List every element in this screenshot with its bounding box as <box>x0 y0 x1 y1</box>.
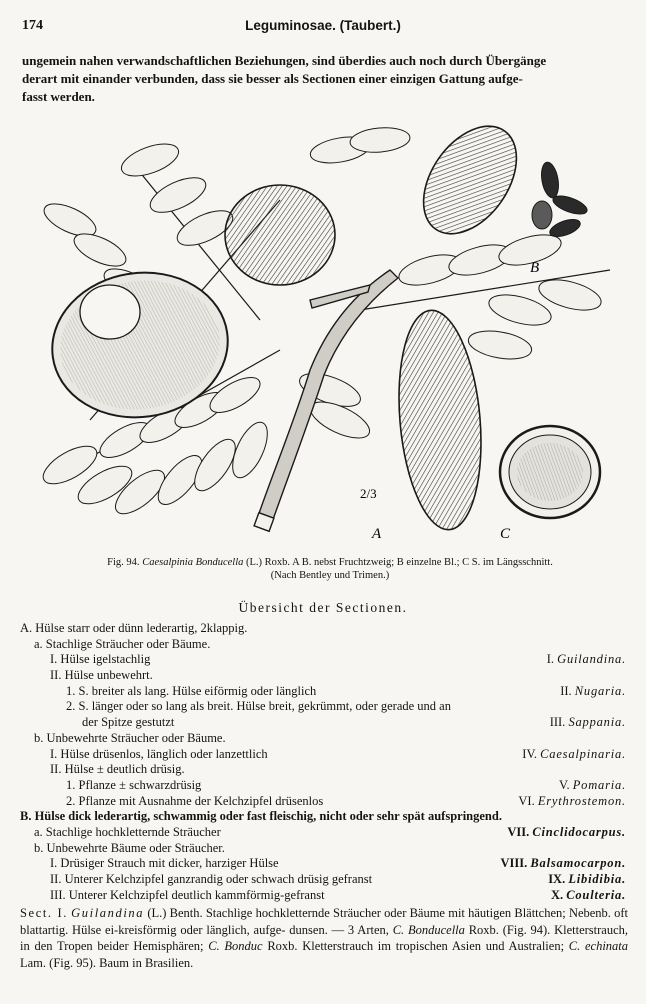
key-row-text: a. Stachlige Sträucher oder Bäume. <box>34 636 211 651</box>
key-row-result <box>522 747 626 763</box>
caption-source: (Nach Bentley und Trimen.) <box>270 570 390 581</box>
section-number: VII. <box>507 824 530 839</box>
intro-line: ungemein nahen verwandschaftlichen Beziehungen, sind überdies auch noch durch Übergänge <box>22 53 547 68</box>
key-row <box>20 747 628 763</box>
section-name: Sappania. <box>568 715 626 730</box>
pod-round <box>225 185 335 285</box>
key-row-text: I. Hülse drüsenlos, länglich oder lanzettlich <box>50 746 268 761</box>
sect-text: dunsen. — 3 Arten, <box>289 922 389 937</box>
key-row-result <box>518 794 626 810</box>
key-row <box>20 652 628 668</box>
seed-section-c <box>500 426 600 518</box>
section-name: Nugaria. <box>574 683 626 698</box>
section-name: Libidibia. <box>568 872 626 886</box>
key-row-text: III. Unterer Kelchzipfel deutlich kammförmig-gefranst <box>50 887 325 902</box>
section-number: II. <box>560 683 572 698</box>
key-row <box>20 637 628 653</box>
key-row-text: A. Hülse starr oder dünn lederartig, 2klappig. <box>20 621 248 635</box>
sect-text: (L.) Benth. Stachlige hochkletternde Sträucher oder Bäume <box>147 906 445 920</box>
species-ref: C. echinata <box>568 939 629 953</box>
label-c: C <box>500 526 511 542</box>
intro-line: derart mit einander verbunden, dass sie besser als Sectionen einer einzigen Gattung aufge- <box>22 71 523 86</box>
key-row <box>20 668 628 684</box>
key-row <box>20 762 628 778</box>
key-row <box>20 841 628 857</box>
key-row-text: II. Hülse ± deutlich drüsig. <box>50 762 185 777</box>
section-number: III. <box>549 715 566 730</box>
key-row-text: II. Unterer Kelchzipfel ganzrandig oder schwach drüsig gefranst <box>50 872 373 886</box>
flower-b <box>532 161 589 240</box>
section-number: X. <box>550 887 564 902</box>
section-name: Caesalpinaria. <box>540 746 626 761</box>
running-header <box>22 18 624 38</box>
section-key <box>20 621 628 903</box>
sect-label: Sect. I. <box>20 906 68 920</box>
section-number: I. <box>546 652 554 667</box>
section-one-paragraph <box>20 905 628 971</box>
sect-text: Roxb. Kletterstrauch im tropischen Asien und Australien; <box>267 939 565 953</box>
key-row <box>20 621 628 637</box>
section-name: Pomaria. <box>572 777 626 792</box>
key-row <box>20 699 628 715</box>
running-title: Leguminosae. (Taubert.) <box>245 18 401 33</box>
key-row-result <box>559 778 626 794</box>
intro-line: fasst werden. <box>22 89 95 104</box>
sect-name: Guilandina <box>71 906 145 920</box>
sect-text: Lam. (Fig. 95). Baum in Brasilien. <box>20 955 194 970</box>
key-row <box>20 888 628 904</box>
key-row-text: B. Hülse dick lederartig, schwammig oder fast fleischig, nicht oder sehr spät aufspringend. <box>20 809 502 824</box>
caption-rest: (L.) Roxb. A B. nebst Fruchtzweig; B einzelne Bl.; C S. im Längsschnitt. <box>246 557 553 568</box>
section-name: Erythrostemon. <box>537 793 626 808</box>
key-row-result <box>560 684 626 700</box>
key-row <box>20 794 628 810</box>
section-name: Coulteria. <box>566 887 626 902</box>
key-row <box>20 825 628 841</box>
botanical-illustration <box>30 120 630 550</box>
key-row-result <box>547 652 626 668</box>
key-row <box>20 809 628 825</box>
figure-ref: Fig. 94. <box>107 557 140 568</box>
key-row-result <box>550 715 626 731</box>
pod-upper-right <box>404 120 535 251</box>
section-name: Cinclidocarpus. <box>532 824 626 839</box>
key-row <box>20 684 628 700</box>
section-number: VI. <box>518 793 535 808</box>
section-number: V. <box>559 777 570 792</box>
illustration-svg <box>30 120 630 550</box>
label-b: B <box>530 260 540 276</box>
key-row <box>20 856 628 872</box>
key-row <box>20 731 628 747</box>
key-row-text: 2. S. länger oder so lang als breit. Hülse breit, gekrümmt, oder gerade und an <box>66 699 451 714</box>
key-row-result <box>548 872 626 888</box>
label-a: A <box>372 526 382 542</box>
section-name: Balsamocarpon. <box>530 856 626 871</box>
key-row-text: b. Unbewehrte Sträucher oder Bäume. <box>34 730 226 745</box>
species-ref: C. Bonduc <box>208 939 263 953</box>
key-row-text: a. Stachlige hochkletternde Sträucher <box>34 824 221 839</box>
scale-label: 2/3 <box>360 486 377 501</box>
key-row <box>20 778 628 794</box>
section-number: IV. <box>522 746 538 761</box>
key-row-text: I. Hülse igelstachlig <box>50 652 151 667</box>
key-row <box>20 872 628 888</box>
intro-paragraph <box>22 52 622 106</box>
key-row-text: 1. S. breiter als lang. Hülse eiförmig oder länglich <box>66 683 317 698</box>
key-row-text: der Spitze gestutzt <box>82 715 175 730</box>
species-ref: C. Bonducella <box>392 922 465 937</box>
key-row-text: 1. Pflanze ± schwarzdrüsig <box>66 777 202 792</box>
figure-caption <box>30 556 630 582</box>
section-number: IX. <box>548 872 566 886</box>
page-number: 174 <box>22 18 43 33</box>
sect-text: mit häutigen Blättchen; Nebenb. oft blattartig. Hülse ei-kreisförmig oder länglich, aufge- <box>20 906 629 937</box>
key-row-text: b. Unbewehrte Bäume oder Sträucher. <box>34 840 225 855</box>
section-number: VIII. <box>500 856 528 871</box>
key-row-result <box>551 888 626 904</box>
section-name: Guilandina. <box>557 652 626 667</box>
sect-text: Hemisphären; <box>133 939 204 953</box>
key-row <box>20 715 628 731</box>
key-row-text: 2. Pflanze mit Ausnahme der Kelchzipfel drüsenlos <box>66 793 324 808</box>
key-row-result <box>501 856 626 872</box>
key-row-result <box>507 825 626 841</box>
species-name: Caesalpinia Bonducella <box>142 557 244 568</box>
sect-text: Roxb. (Fig. 94). Kletterstrauch, in den Tropen beider <box>20 922 629 953</box>
key-row-text: II. Hülse unbewehrt. <box>50 668 153 683</box>
section-overview-title: Übersicht der Sectionen. <box>238 600 408 615</box>
key-row-text: I. Drüsiger Strauch mit dicker, harziger Hülse <box>50 856 279 871</box>
